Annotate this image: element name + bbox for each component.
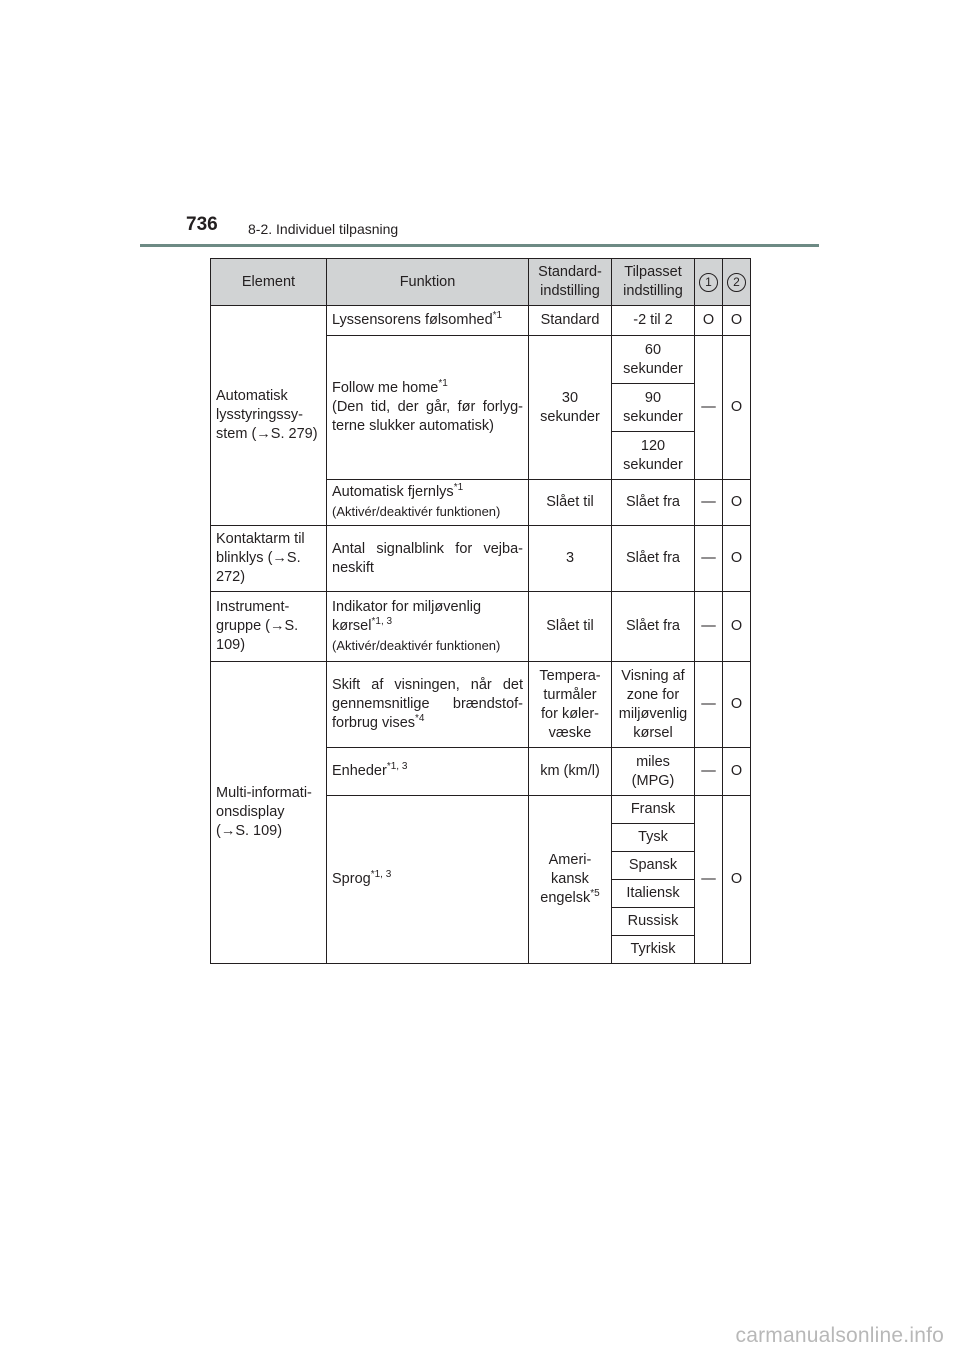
custom-cell: Tysk [612,824,695,852]
default-cell: 30 sekunder [529,336,612,480]
mark-cell-1: — [695,662,723,748]
element-cell: Automatisk lysstyringssy-stem (→S. 279) [211,306,327,526]
mark-cell-1: — [695,748,723,796]
default-cell: Ameri-kansk engelsk$^{*5}$ [529,796,612,964]
circled-1-icon: 1 [699,273,718,292]
mark-cell-2: O [723,592,751,662]
function-cell: Antal signalblink for vejba-neskift [327,526,529,592]
custom-cell: Slået fra [612,592,695,662]
mark-cell-2: O [723,662,751,748]
custom-cell: 90 sekunder [612,384,695,432]
table-header-row [211,259,751,306]
default-cell: Slået til [529,480,612,526]
column-header-default: Standard-indstilling [529,259,612,306]
default-cell: Slået til [529,592,612,662]
header-rule [140,244,819,247]
site-watermark: carmanualsonline.info [735,1324,944,1347]
page-number: 736 [186,214,218,235]
mark-cell-2: O [723,480,751,526]
table-row [211,662,751,748]
custom-cell: -2 til 2 [612,306,695,336]
custom-cell: miles (MPG) [612,748,695,796]
custom-cell: Italiensk [612,880,695,908]
default-cell: 3 [529,526,612,592]
column-header-2 [723,259,751,306]
element-cell: Instrument-gruppe (→S. 109) [211,592,327,662]
mark-cell-1: — [695,796,723,964]
custom-cell: Slået fra [612,526,695,592]
function-cell: Automatisk fjernlys$^{*1}$ (Aktivér/deaktivér funktionen) [327,480,529,526]
mark-cell-1: — [695,336,723,480]
custom-cell: Fransk [612,796,695,824]
table-row [211,526,751,592]
table-row [211,592,751,662]
custom-cell: Spansk [612,852,695,880]
section-title: 8-2. Individuel tilpasning [248,221,399,237]
custom-cell: 60 sekunder [612,336,695,384]
column-header-function: Funktion [327,259,529,306]
function-cell: Sprog$^{*1, 3}$ [327,796,529,964]
function-cell: Lyssensorens følsomhed$^{*1}$ [327,306,529,336]
mark-cell-1: — [695,480,723,526]
function-cell: Skift af visningen, når det gennemsnitlige brændstof-forbrug vises$^{*4}$ [327,662,529,748]
mark-cell-2: O [723,526,751,592]
mark-cell-2: O [723,306,751,336]
table-row [211,306,751,336]
default-cell: Standard [529,306,612,336]
column-header-element: Element [211,259,327,306]
custom-cell: Russisk [612,908,695,936]
function-cell: Indikator for miljøvenlig kørsel$^{*1, 3}$ (Aktivér/deaktivér funktionen) [327,592,529,662]
custom-cell: Tyrkisk [612,936,695,964]
column-header-1 [695,259,723,306]
custom-cell: Visning af zone for miljøvenlig kørsel [612,662,695,748]
circled-2-icon: 2 [727,273,746,292]
default-cell: Tempera-turmåler for køler-væske [529,662,612,748]
default-cell: km (km/l) [529,748,612,796]
mark-cell-1: — [695,592,723,662]
custom-cell: 120 sekunder [612,432,695,480]
element-cell: Kontaktarm til blinklys (→S. 272) [211,526,327,592]
function-cell: Enheder$^{*1, 3}$ [327,748,529,796]
customization-table [210,258,751,964]
element-cell: Multi-informati-onsdisplay (→S. 109) [211,662,327,964]
custom-cell: Slået fra [612,480,695,526]
mark-cell-2: O [723,336,751,480]
mark-cell-2: O [723,796,751,964]
mark-cell-1: O [695,306,723,336]
mark-cell-2: O [723,748,751,796]
function-cell: Follow me home$^{*1}$ (Den tid, der går, før forlyg-terne slukker automatisk) [327,336,529,480]
mark-cell-1: — [695,526,723,592]
column-header-custom: Tilpasset indstilling [612,259,695,306]
